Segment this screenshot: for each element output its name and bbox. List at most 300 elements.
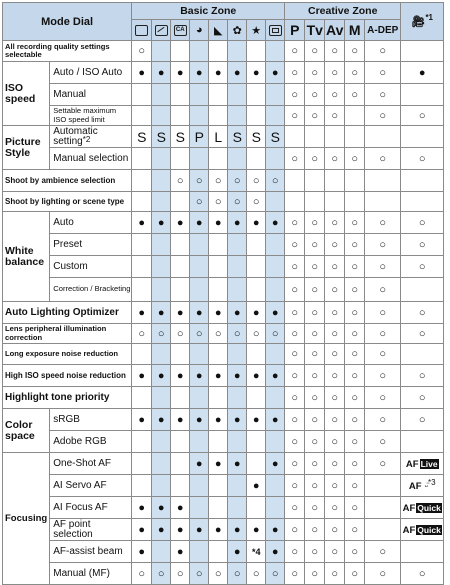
available-open-mark: ○ bbox=[228, 192, 247, 212]
available-filled-mark: ● bbox=[171, 409, 190, 431]
available-filled-mark: ● bbox=[190, 519, 209, 541]
empty-cell bbox=[171, 234, 190, 256]
available-open-mark: ○ bbox=[247, 324, 266, 344]
available-filled-mark: ● bbox=[228, 365, 247, 387]
empty-cell bbox=[171, 431, 190, 453]
available-open-mark: ○ bbox=[401, 563, 444, 585]
available-filled-mark: ● bbox=[266, 365, 285, 387]
empty-cell bbox=[132, 278, 152, 302]
row-white-balance: White balance bbox=[3, 212, 50, 302]
available-open-mark: ○ bbox=[365, 563, 401, 585]
portrait-icon: ◕ bbox=[190, 20, 209, 41]
available-open-mark: ○ bbox=[325, 563, 345, 585]
empty-cell bbox=[152, 387, 171, 409]
empty-cell bbox=[401, 344, 444, 365]
available-open-mark: ○ bbox=[325, 278, 345, 302]
empty-cell bbox=[152, 192, 171, 212]
available-open-mark: ○ bbox=[152, 563, 171, 585]
available-open-mark: ○ bbox=[325, 212, 345, 234]
available-open-mark: ○ bbox=[305, 563, 325, 585]
empty-cell bbox=[365, 192, 401, 212]
movie-af-face: AF ᵕ̈$^{*3}$ bbox=[401, 475, 444, 497]
available-open-mark: ○ bbox=[285, 41, 305, 62]
ps-letter: S bbox=[266, 126, 285, 148]
available-open-mark: ○ bbox=[325, 409, 345, 431]
available-filled-mark: ● bbox=[247, 212, 266, 234]
available-open-mark: ○ bbox=[401, 409, 444, 431]
available-filled-mark: ● bbox=[266, 62, 285, 84]
available-open-mark: ○ bbox=[285, 324, 305, 344]
empty-cell bbox=[228, 256, 247, 278]
empty-cell bbox=[266, 84, 285, 106]
available-open-mark: ○ bbox=[285, 431, 305, 453]
empty-cell bbox=[190, 41, 209, 62]
available-open-mark: ○ bbox=[345, 409, 365, 431]
available-open-mark: ○ bbox=[228, 324, 247, 344]
available-open-mark: ○ bbox=[285, 84, 305, 106]
available-filled-mark: ● bbox=[209, 409, 228, 431]
wb-correction-label: Correction / Bracketing bbox=[50, 278, 132, 302]
empty-cell bbox=[190, 106, 209, 126]
available-open-mark: ○ bbox=[132, 41, 152, 62]
available-open-mark: ○ bbox=[285, 453, 305, 475]
available-filled-mark: ● bbox=[228, 409, 247, 431]
wb-preset-label: Preset bbox=[50, 234, 132, 256]
available-open-mark: ○ bbox=[209, 563, 228, 585]
empty-cell bbox=[132, 192, 152, 212]
available-open-mark: ○ bbox=[285, 563, 305, 585]
empty-cell bbox=[190, 497, 209, 519]
empty-cell bbox=[247, 387, 266, 409]
available-open-mark: ○ bbox=[305, 387, 325, 409]
available-filled-mark: ● bbox=[247, 302, 266, 324]
available-open-mark: ○ bbox=[325, 324, 345, 344]
iso-max-label: Settable maximum ISO speed limit bbox=[50, 106, 132, 126]
empty-cell bbox=[305, 192, 325, 212]
empty-cell bbox=[266, 431, 285, 453]
row-iso-speed: ISO speed bbox=[3, 62, 50, 126]
available-open-mark: ○ bbox=[345, 475, 365, 497]
available-open-mark: ○ bbox=[345, 84, 365, 106]
available-open-mark: ○ bbox=[325, 519, 345, 541]
empty-cell bbox=[209, 431, 228, 453]
available-filled-mark: ● bbox=[247, 409, 266, 431]
available-open-mark: ○ bbox=[305, 106, 325, 126]
empty-cell bbox=[365, 170, 401, 192]
empty-cell bbox=[190, 148, 209, 170]
available-open-mark: ○ bbox=[305, 148, 325, 170]
available-filled-mark: ● bbox=[152, 62, 171, 84]
empty-cell bbox=[401, 431, 444, 453]
ps-letter: S bbox=[171, 126, 190, 148]
available-filled-mark: ● bbox=[209, 62, 228, 84]
available-open-mark: ○ bbox=[365, 541, 401, 563]
empty-cell bbox=[132, 84, 152, 106]
available-filled-mark: ● bbox=[132, 212, 152, 234]
available-open-mark: ○ bbox=[365, 453, 401, 475]
empty-cell bbox=[325, 170, 345, 192]
available-open-mark: ○ bbox=[401, 212, 444, 234]
available-open-mark: ○ bbox=[209, 170, 228, 192]
empty-cell bbox=[132, 234, 152, 256]
af-point-selection-label: AF point selection bbox=[50, 519, 132, 541]
available-filled-mark: ● bbox=[401, 62, 444, 84]
available-open-mark: ○ bbox=[325, 84, 345, 106]
empty-cell bbox=[228, 41, 247, 62]
empty-cell bbox=[152, 344, 171, 365]
available-open-mark: ○ bbox=[325, 541, 345, 563]
available-filled-mark: ● bbox=[209, 302, 228, 324]
available-open-mark: ○ bbox=[247, 192, 266, 212]
available-filled-mark: ● bbox=[190, 62, 209, 84]
available-open-mark: ○ bbox=[285, 148, 305, 170]
empty-cell bbox=[190, 387, 209, 409]
available-open-mark: ○ bbox=[132, 324, 152, 344]
scene-intelligent-auto-icon bbox=[132, 20, 152, 41]
row-focusing: Focusing bbox=[3, 453, 50, 585]
available-open-mark: ○ bbox=[345, 563, 365, 585]
empty-cell bbox=[132, 344, 152, 365]
available-filled-mark: ● bbox=[152, 302, 171, 324]
available-open-mark: ○ bbox=[285, 234, 305, 256]
empty-cell bbox=[209, 106, 228, 126]
empty-cell bbox=[228, 497, 247, 519]
available-open-mark: ○ bbox=[305, 344, 325, 365]
empty-cell bbox=[190, 344, 209, 365]
row-highlight: Highlight tone priority bbox=[3, 387, 132, 409]
available-filled-mark: ● bbox=[132, 497, 152, 519]
empty-cell bbox=[266, 344, 285, 365]
empty-cell bbox=[171, 41, 190, 62]
empty-cell bbox=[152, 453, 171, 475]
empty-cell bbox=[266, 192, 285, 212]
available-filled-mark: ● bbox=[190, 365, 209, 387]
empty-cell bbox=[345, 106, 365, 126]
available-filled-mark: ● bbox=[266, 302, 285, 324]
available-open-mark: ○ bbox=[190, 192, 209, 212]
empty-cell bbox=[285, 192, 305, 212]
available-open-mark: ○ bbox=[365, 344, 401, 365]
available-filled-mark: ● bbox=[152, 519, 171, 541]
empty-cell bbox=[228, 234, 247, 256]
empty-cell bbox=[209, 475, 228, 497]
row-lighting: Shoot by lighting or scene type bbox=[3, 192, 132, 212]
available-open-mark: ○ bbox=[305, 41, 325, 62]
available-open-mark: ○ bbox=[285, 62, 305, 84]
landscape-icon: ◣ bbox=[209, 20, 228, 41]
available-open-mark: ○ bbox=[325, 365, 345, 387]
ps-letter: P bbox=[190, 126, 209, 148]
available-open-mark: ○ bbox=[345, 497, 365, 519]
available-open-mark: ○ bbox=[285, 387, 305, 409]
available-filled-mark: ● bbox=[132, 519, 152, 541]
empty-cell bbox=[209, 278, 228, 302]
creative-auto-icon: CA bbox=[171, 20, 190, 41]
available-open-mark: ○ bbox=[305, 234, 325, 256]
creative-zone-header: Creative Zone bbox=[285, 3, 401, 20]
available-open-mark: ○ bbox=[305, 409, 325, 431]
empty-cell bbox=[209, 387, 228, 409]
available-open-mark: ○ bbox=[365, 234, 401, 256]
available-open-mark: ○ bbox=[285, 497, 305, 519]
available-open-mark: ○ bbox=[325, 106, 345, 126]
available-filled-mark: ● bbox=[247, 519, 266, 541]
empty-cell bbox=[152, 170, 171, 192]
empty-cell bbox=[152, 475, 171, 497]
empty-cell bbox=[325, 126, 345, 148]
empty-cell bbox=[209, 234, 228, 256]
available-open-mark: ○ bbox=[365, 148, 401, 170]
mode-a-dep: A-DEP bbox=[365, 20, 401, 41]
empty-cell bbox=[209, 84, 228, 106]
empty-cell bbox=[228, 431, 247, 453]
empty-cell bbox=[266, 256, 285, 278]
available-filled-mark: ● bbox=[247, 475, 266, 497]
empty-cell bbox=[247, 234, 266, 256]
empty-cell bbox=[247, 497, 266, 519]
empty-cell bbox=[228, 475, 247, 497]
movie-af-quick-2: AF Quick bbox=[401, 519, 444, 541]
available-filled-mark: ● bbox=[132, 62, 152, 84]
empty-cell bbox=[325, 192, 345, 212]
available-filled-mark: ● bbox=[266, 541, 285, 563]
mode-p: P bbox=[285, 20, 305, 41]
empty-cell bbox=[132, 170, 152, 192]
available-filled-mark: ● bbox=[152, 497, 171, 519]
available-open-mark: ○ bbox=[325, 302, 345, 324]
empty-cell bbox=[132, 256, 152, 278]
available-filled-mark: ● bbox=[209, 212, 228, 234]
available-filled-mark: ● bbox=[266, 453, 285, 475]
available-filled-mark: ● bbox=[171, 365, 190, 387]
available-filled-mark: ● bbox=[171, 302, 190, 324]
available-open-mark: ○ bbox=[345, 212, 365, 234]
empty-cell bbox=[401, 84, 444, 106]
mode-dial-header: Mode Dial bbox=[3, 3, 132, 41]
available-open-mark: ○ bbox=[325, 256, 345, 278]
available-open-mark: ○ bbox=[305, 453, 325, 475]
available-open-mark: ○ bbox=[305, 84, 325, 106]
ps-manual-label: Manual selection bbox=[50, 148, 132, 170]
empty-cell bbox=[171, 387, 190, 409]
ps-letter: S bbox=[247, 126, 266, 148]
available-open-mark: ○ bbox=[365, 256, 401, 278]
available-open-mark: ○ bbox=[365, 278, 401, 302]
available-open-mark: ○ bbox=[345, 365, 365, 387]
empty-cell bbox=[401, 170, 444, 192]
available-open-mark: ○ bbox=[401, 387, 444, 409]
empty-cell bbox=[228, 84, 247, 106]
available-open-mark: ○ bbox=[305, 475, 325, 497]
available-open-mark: ○ bbox=[325, 148, 345, 170]
movie-header bbox=[401, 3, 444, 41]
empty-cell bbox=[190, 84, 209, 106]
empty-cell bbox=[266, 234, 285, 256]
available-open-mark: ○ bbox=[325, 62, 345, 84]
empty-cell bbox=[365, 475, 401, 497]
empty-cell bbox=[209, 256, 228, 278]
empty-cell bbox=[171, 106, 190, 126]
ps-auto-label: Automatic setting$^{*2}$ bbox=[50, 126, 132, 148]
row-picture-style: Picture Style bbox=[3, 126, 50, 170]
available-open-mark: ○ bbox=[305, 497, 325, 519]
empty-cell bbox=[247, 84, 266, 106]
empty-cell bbox=[209, 148, 228, 170]
available-open-mark: ○ bbox=[365, 212, 401, 234]
available-open-mark: ○ bbox=[345, 62, 365, 84]
available-filled-mark: ● bbox=[171, 541, 190, 563]
empty-cell bbox=[365, 126, 401, 148]
available-filled-mark: ● bbox=[132, 541, 152, 563]
empty-cell bbox=[247, 148, 266, 170]
available-open-mark: ○ bbox=[325, 387, 345, 409]
empty-cell bbox=[247, 344, 266, 365]
available-filled-mark: ● bbox=[190, 212, 209, 234]
iso-auto-label: Auto / ISO Auto bbox=[50, 62, 132, 84]
available-open-mark: ○ bbox=[365, 324, 401, 344]
available-open-mark: ○ bbox=[365, 387, 401, 409]
available-open-mark: ○ bbox=[305, 302, 325, 324]
available-open-mark: ○ bbox=[325, 344, 345, 365]
available-filled-mark: ● bbox=[171, 62, 190, 84]
available-open-mark: ○ bbox=[171, 563, 190, 585]
available-open-mark: ○ bbox=[345, 344, 365, 365]
available-filled-mark: ● bbox=[171, 212, 190, 234]
empty-cell bbox=[365, 519, 401, 541]
available-open-mark: ○ bbox=[190, 563, 209, 585]
available-open-mark: ○ bbox=[285, 278, 305, 302]
empty-cell bbox=[171, 453, 190, 475]
empty-cell bbox=[401, 278, 444, 302]
empty-cell bbox=[152, 148, 171, 170]
available-open-mark: ○ bbox=[305, 256, 325, 278]
feature-availability-table bbox=[2, 2, 444, 585]
available-filled-mark: ● bbox=[132, 409, 152, 431]
available-filled-mark: ● bbox=[190, 453, 209, 475]
available-open-mark: ○ bbox=[325, 234, 345, 256]
available-open-mark: ○ bbox=[190, 170, 209, 192]
available-open-mark: ○ bbox=[345, 453, 365, 475]
empty-cell bbox=[247, 453, 266, 475]
ai-focus-af-label: AI Focus AF bbox=[50, 497, 132, 519]
one-shot-af-label: One-Shot AF bbox=[50, 453, 132, 475]
empty-cell bbox=[345, 126, 365, 148]
mode-m: M bbox=[345, 20, 365, 41]
af-assist-note: *4 bbox=[247, 541, 266, 563]
available-filled-mark: ● bbox=[266, 519, 285, 541]
ps-letter: S bbox=[132, 126, 152, 148]
empty-cell bbox=[209, 344, 228, 365]
empty-cell bbox=[247, 431, 266, 453]
available-open-mark: ○ bbox=[285, 475, 305, 497]
manual-mf-label: Manual (MF) bbox=[50, 563, 132, 585]
empty-cell bbox=[247, 106, 266, 126]
available-open-mark: ○ bbox=[305, 62, 325, 84]
available-filled-mark: ● bbox=[171, 519, 190, 541]
empty-cell bbox=[190, 234, 209, 256]
empty-cell bbox=[132, 387, 152, 409]
empty-cell bbox=[132, 475, 152, 497]
wb-auto-label: Auto bbox=[50, 212, 132, 234]
empty-cell bbox=[266, 148, 285, 170]
empty-cell bbox=[247, 256, 266, 278]
available-filled-mark: ● bbox=[228, 302, 247, 324]
flash-off-icon bbox=[152, 20, 171, 41]
available-open-mark: ○ bbox=[325, 497, 345, 519]
empty-cell bbox=[247, 278, 266, 302]
empty-cell bbox=[247, 41, 266, 62]
available-open-mark: ○ bbox=[345, 302, 365, 324]
empty-cell bbox=[171, 278, 190, 302]
available-open-mark: ○ bbox=[171, 324, 190, 344]
available-open-mark: ○ bbox=[401, 365, 444, 387]
movie-icon: 🎥︎ bbox=[411, 16, 426, 28]
empty-cell bbox=[171, 192, 190, 212]
movie-note: *1 bbox=[425, 13, 433, 22]
available-open-mark: ○ bbox=[305, 519, 325, 541]
available-open-mark: ○ bbox=[401, 302, 444, 324]
available-open-mark: ○ bbox=[345, 431, 365, 453]
available-open-mark: ○ bbox=[266, 324, 285, 344]
available-filled-mark: ● bbox=[266, 212, 285, 234]
available-open-mark: ○ bbox=[401, 256, 444, 278]
available-open-mark: ○ bbox=[305, 541, 325, 563]
empty-cell bbox=[228, 278, 247, 302]
wb-custom-label: Custom bbox=[50, 256, 132, 278]
empty-cell bbox=[152, 541, 171, 563]
empty-cell bbox=[228, 106, 247, 126]
available-open-mark: ○ bbox=[325, 41, 345, 62]
ps-letter: S bbox=[228, 126, 247, 148]
available-filled-mark: ● bbox=[228, 453, 247, 475]
available-open-mark: ○ bbox=[325, 431, 345, 453]
empty-cell bbox=[209, 497, 228, 519]
mode-tv: Tv bbox=[305, 20, 325, 41]
available-open-mark: ○ bbox=[345, 519, 365, 541]
empty-cell bbox=[345, 170, 365, 192]
sports-icon: ★ bbox=[247, 20, 266, 41]
empty-cell bbox=[132, 431, 152, 453]
available-open-mark: ○ bbox=[401, 234, 444, 256]
empty-cell bbox=[171, 256, 190, 278]
available-open-mark: ○ bbox=[285, 519, 305, 541]
adobe-rgb-label: Adobe RGB bbox=[50, 431, 132, 453]
available-open-mark: ○ bbox=[171, 170, 190, 192]
iso-manual-label: Manual bbox=[50, 84, 132, 106]
available-open-mark: ○ bbox=[345, 41, 365, 62]
available-open-mark: ○ bbox=[305, 278, 325, 302]
available-filled-mark: ● bbox=[209, 365, 228, 387]
empty-cell bbox=[266, 106, 285, 126]
available-filled-mark: ● bbox=[228, 519, 247, 541]
available-open-mark: ○ bbox=[345, 278, 365, 302]
ps-letter: L bbox=[209, 126, 228, 148]
available-filled-mark: ● bbox=[247, 62, 266, 84]
empty-cell bbox=[171, 148, 190, 170]
available-open-mark: ○ bbox=[285, 541, 305, 563]
available-open-mark: ○ bbox=[365, 365, 401, 387]
available-filled-mark: ● bbox=[132, 365, 152, 387]
available-open-mark: ○ bbox=[325, 475, 345, 497]
available-open-mark: ○ bbox=[285, 106, 305, 126]
movie-af-live: AF Live bbox=[401, 453, 444, 475]
empty-cell bbox=[285, 126, 305, 148]
empty-cell bbox=[266, 41, 285, 62]
available-filled-mark: ● bbox=[171, 497, 190, 519]
empty-cell bbox=[190, 278, 209, 302]
close-up-icon: ✿ bbox=[228, 20, 247, 41]
srgb-label: sRGB bbox=[50, 409, 132, 431]
